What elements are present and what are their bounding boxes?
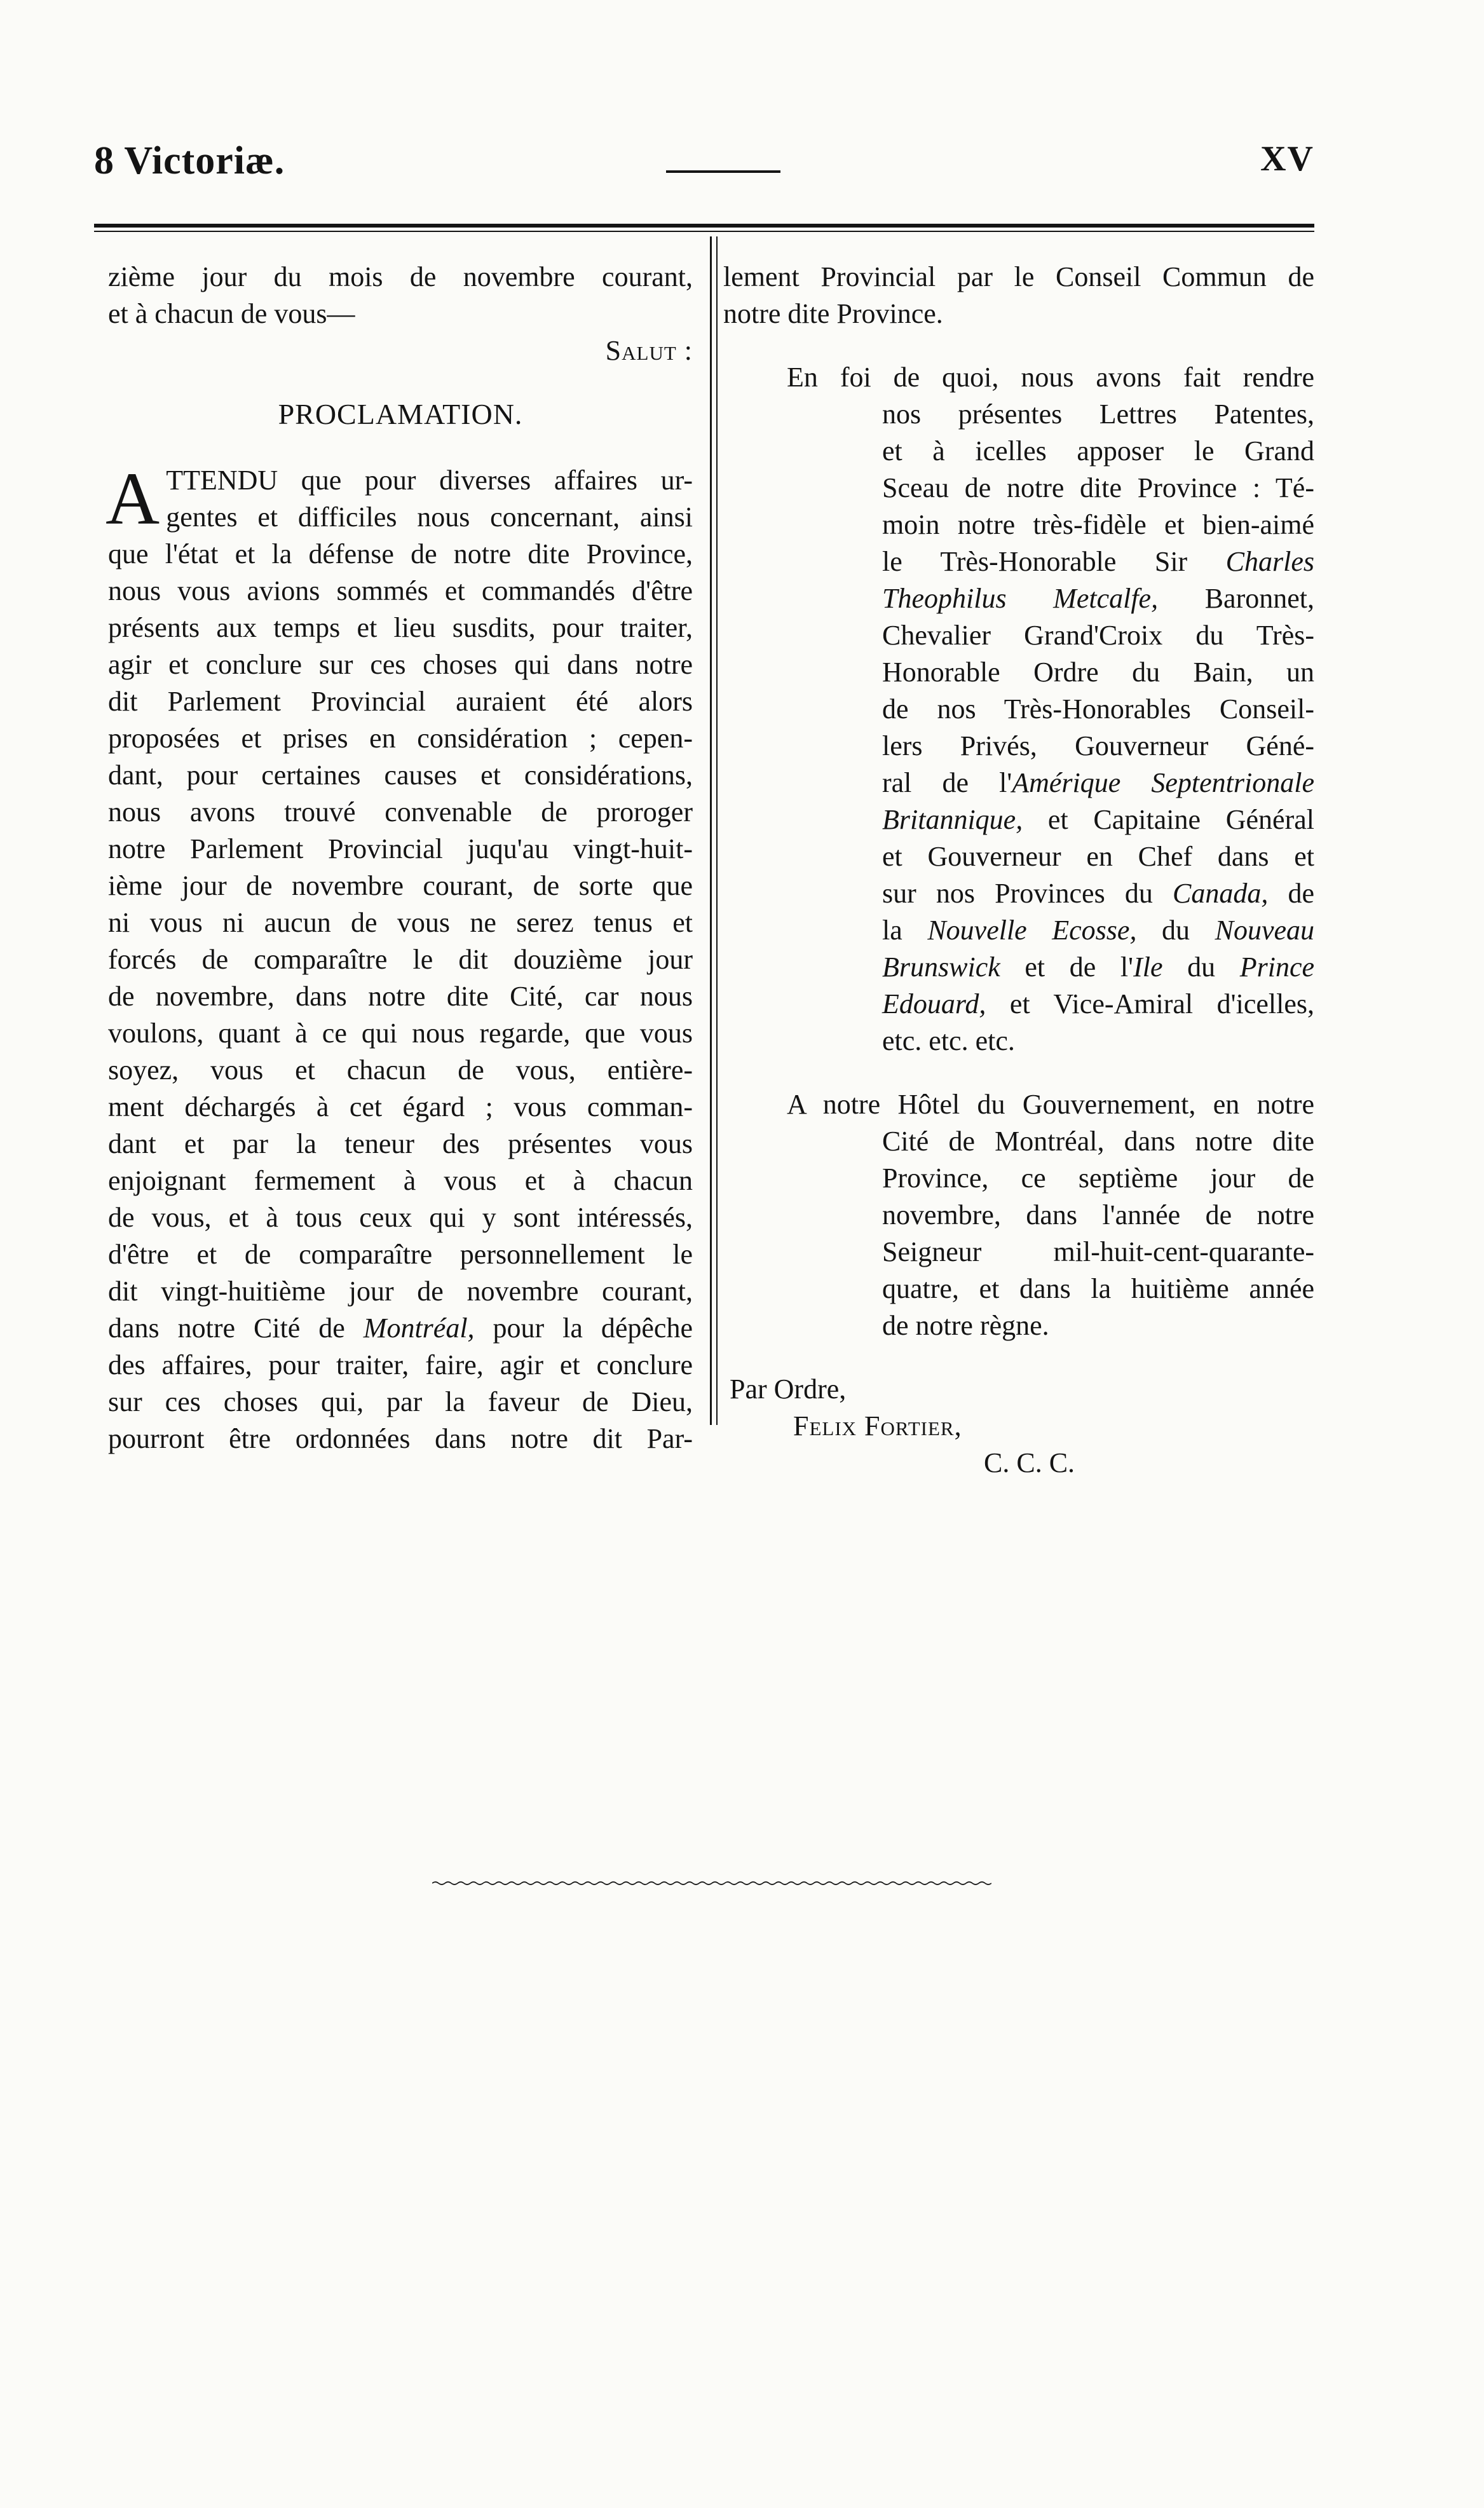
running-header [94, 139, 1314, 202]
salutation: Salut : [605, 335, 693, 366]
text-line: A notre Hôtel du Gouvernement, en notre [787, 1089, 1314, 1120]
text-line: que l'état et la défense de notre dite Province, [108, 538, 693, 569]
text-line: nous vous avions sommés et commandés d'être [108, 575, 693, 606]
text-line: quatre, et dans la huitième année [882, 1273, 1314, 1304]
text-line: des affaires, pour traiter, faire, agir et conclure [108, 1349, 693, 1380]
text-line: de notre règne. [882, 1310, 1049, 1341]
text-line: etc. etc. etc. [882, 1025, 1015, 1056]
text-line: lers Privés, Gouverneur Géné- [882, 730, 1314, 761]
text-line: proposées et prises en considération ; cepen- [108, 723, 693, 754]
text-line: Chevalier Grand'Croix du Très- [882, 620, 1314, 651]
text-line: lement Provincial par le Conseil Commun de [723, 261, 1314, 292]
closing-ornament-rule [432, 1880, 991, 1886]
text-line: de nos Très-Honorables Conseil- [882, 693, 1314, 725]
text-line: dit Parlement Provincial auraient été alors [108, 686, 693, 717]
page-number: XV [1260, 139, 1314, 179]
proclamation-body [106, 457, 693, 540]
text-line: Theophilus Metcalfe, Baronnet, [882, 583, 1314, 614]
par-ordre: Par Ordre, [730, 1373, 847, 1405]
column-divider [710, 236, 712, 1425]
text-line: novembre, dans l'année de notre [882, 1199, 1314, 1230]
drop-cap: A [106, 457, 160, 540]
header-rule-thin [94, 231, 1314, 232]
text-line: la Nouvelle Ecosse, du Nouveau [882, 915, 1314, 946]
text-line: enjoignant fermement à vous et à chacun [108, 1165, 693, 1196]
text-line: notre Parlement Provincial juqu'au vingt-huit- [108, 833, 693, 864]
text-line: le Très-Honorable Sir Charles [882, 546, 1314, 577]
signer-name: Felix Fortier, [793, 1410, 962, 1441]
text-line: Sceau de notre dite Province : Té- [882, 472, 1314, 503]
text-line: agir et conclure sur ces choses qui dans notre [108, 649, 693, 680]
text-line: dant et par la teneur des présentes vous [108, 1128, 693, 1159]
left-column [108, 259, 693, 1457]
text-line: forcés de comparaître le dit douzième jour [108, 944, 693, 975]
text-line: Brunswick et de l'Ile du Prince [882, 951, 1315, 983]
proclamation-title: PROCLAMATION. [278, 398, 523, 430]
text-line: pourront être ordonnées dans notre dit Par- [108, 1423, 693, 1454]
text-line: et à icelles apposer le Grand [882, 435, 1314, 467]
text-line: gentes et difficiles nous concernant, ainsi [166, 501, 693, 533]
dated-clause [723, 1086, 1314, 1344]
text-line: zième jour du mois de novembre courant, [108, 261, 693, 292]
text-line: Province, ce septième jour de [882, 1162, 1314, 1194]
text-line: moin notre très-fidèle et bien-aimé [882, 509, 1314, 540]
text-line: nos présentes Lettres Patentes, [882, 399, 1314, 430]
text-line: et à chacun de vous— [108, 298, 355, 329]
right-column [723, 259, 1314, 1482]
text-line: ral de l'Amérique Septentrionale [882, 767, 1314, 798]
text-line: et Gouverneur en Chef dans et [882, 841, 1314, 872]
text-line: Cité de Montréal, dans notre dite [882, 1126, 1314, 1157]
text-line: dit vingt-huitième jour de novembre courant, [108, 1276, 693, 1307]
text-line: Britannique, et Capitaine Général [882, 804, 1314, 835]
text-line: dans notre Cité de Montréal, pour la dépêche [108, 1312, 693, 1344]
text-line: soyez, vous et chacun de vous, entière- [108, 1054, 693, 1086]
text-line: dant, pour certaines causes et considérations, [108, 760, 693, 791]
text-line: Edouard, et Vice-Amiral d'icelles, [882, 988, 1314, 1019]
text-line: présents aux temps et lieu susdits, pour traiter, [108, 612, 693, 643]
text-line: TTENDU que pour diverses affaires ur- [166, 465, 693, 496]
text-line: de vous, et à tous ceux qui y sont intéressés, [108, 1202, 693, 1233]
text-line: d'être et de comparaître personnellement le [108, 1239, 693, 1270]
column-divider-inner [716, 236, 718, 1425]
text-line: ment déchargés à cet égard ; vous comman- [108, 1091, 693, 1122]
text-line: nous avons trouvé convenable de proroger [108, 796, 693, 828]
header-volume: 8 Victoriæ. [94, 139, 285, 182]
text-line: notre dite Province. [723, 298, 943, 329]
signer-title: C. C. C. [984, 1447, 1075, 1478]
text-line: voulons, quant à ce qui nous regarde, que vous [108, 1018, 693, 1049]
header-rule-thick [94, 224, 1314, 228]
witness-clause [723, 359, 1314, 1060]
text-line: sur ces choses qui, par la faveur de Dieu, [108, 1386, 693, 1417]
text-line: ième jour de novembre courant, de sorte que [108, 870, 693, 901]
text-line: En foi de quoi, nous avons fait rendre [787, 362, 1314, 393]
header-dash [666, 170, 780, 173]
text-line: Seigneur mil-huit-cent-quarante- [882, 1236, 1314, 1267]
text-line: sur nos Provinces du Canada, de [882, 878, 1314, 909]
text-line: ni vous ni aucun de vous ne serez tenus et [108, 907, 693, 938]
text-line: Honorable Ordre du Bain, un [882, 657, 1314, 688]
text-line: de novembre, dans notre dite Cité, car nous [108, 981, 693, 1012]
